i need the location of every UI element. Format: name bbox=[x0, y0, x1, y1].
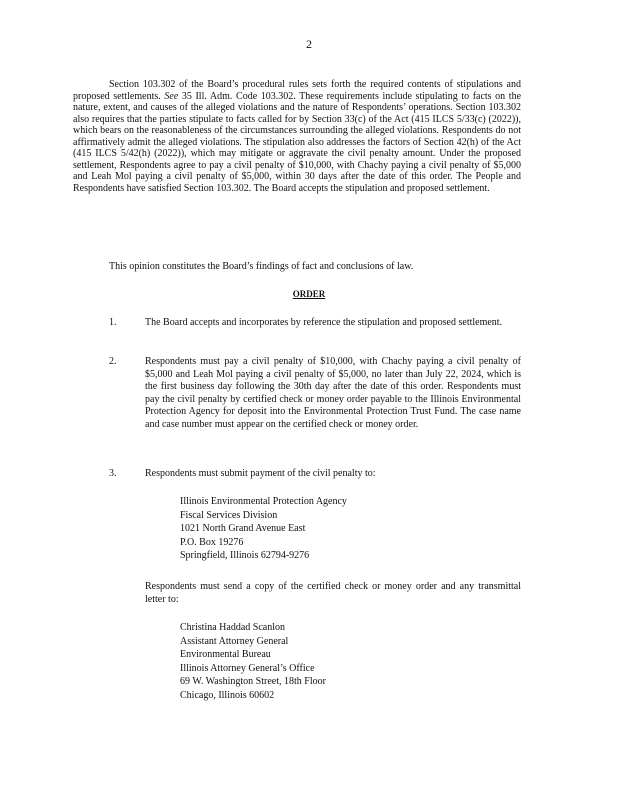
address-line: Fiscal Services Division bbox=[180, 509, 278, 521]
order-item-number: 1. bbox=[109, 317, 117, 328]
main-paragraph-part2: 35 Ill. Adm. Code 103.302. These requirements include stipulating to facts on the nature, extent, and causes of the alleged violations and the nature of Respondents’ operations. Section 103.302 also requires that the parties stipulate to facts called for by Section 33(c) of the Act (415 ILCS 5/33(c) (2022)), which bears on the reasonableness of the circumstances surrounding the alleged violations. Respondents do not affirmatively admit the alleged violations. The stipulation also addresses the factors of Section 42(h) of the Act (415 ILCS 5/42(h) (2022)), which may mitigate or aggravate the civil penalty amount. Under the proposed settlement, Respondents agree to pay a civil penalty of $10,000, with Chachy paying a civil penalty of $5,000 and Leah Mol paying a civil penalty of $5,000, within 30 days after the date of this order. The People and Respondents have satisfied Section 103.302. The Board accepts the stipulation and proposed settlement. bbox=[73, 90, 522, 194]
address-line: 69 W. Washington Street, 18th Floor bbox=[180, 676, 326, 687]
address-line: Chicago, Illinois 60602 bbox=[180, 689, 275, 701]
main-paragraph-part1: Section 103.302 of the Board’s procedural rules sets forth the required contents of stipulations and proposed settlements. bbox=[73, 79, 521, 102]
page-number: 2 bbox=[306, 37, 312, 51]
epa-address-block bbox=[180, 495, 347, 563]
order-item-text: The Board accepts and incorporates by reference the stipulation and proposed settlement. bbox=[145, 317, 503, 328]
address-line: Environmental Bureau bbox=[180, 649, 271, 660]
order-heading-text: ORDER bbox=[292, 289, 326, 299]
see-signal: See bbox=[164, 90, 179, 102]
main-paragraph bbox=[73, 79, 521, 194]
order-heading bbox=[0, 289, 618, 299]
transmittal-paragraph: Respondents must send a copy of the certified check or money order and any transmittal letter to: bbox=[145, 581, 521, 605]
address-line: Assistant Attorney General bbox=[180, 635, 289, 647]
order-item-number: 2. bbox=[109, 356, 117, 367]
order-item-number: 3. bbox=[109, 468, 117, 479]
attorney-general-address-block bbox=[180, 621, 326, 702]
address-line: 1021 North Grand Avenue East bbox=[180, 523, 306, 534]
address-line: Springfield, Illinois 62794-9276 bbox=[180, 550, 310, 561]
order-item-text: Respondents must submit payment of the civil penalty to: bbox=[145, 468, 376, 479]
opinion-paragraph: This opinion constitutes the Board’s findings of fact and conclusions of law. bbox=[109, 261, 414, 272]
address-line: Illinois Attorney General’s Office bbox=[180, 662, 315, 674]
address-line: Illinois Environmental Protection Agency bbox=[180, 496, 347, 507]
address-line: P.O. Box 19276 bbox=[180, 536, 244, 548]
address-line: Christina Haddad Scanlon bbox=[180, 622, 285, 633]
order-item-text: Respondents must pay a civil penalty of $10,000, with Chachy paying a civil penalty of $5,000 and Leah Mol paying a civil penalty of $5,000, no later than July 22, 2024, which is the first business day following the 30th day after the date of this order. Respondents must pay the civil penalty by certified check or money order payable to the Illinois Environmental Protection Agency for deposit into the Environmental Protection Trust Fund. The case name and case number must appear on the certified check or money order. bbox=[145, 356, 521, 430]
